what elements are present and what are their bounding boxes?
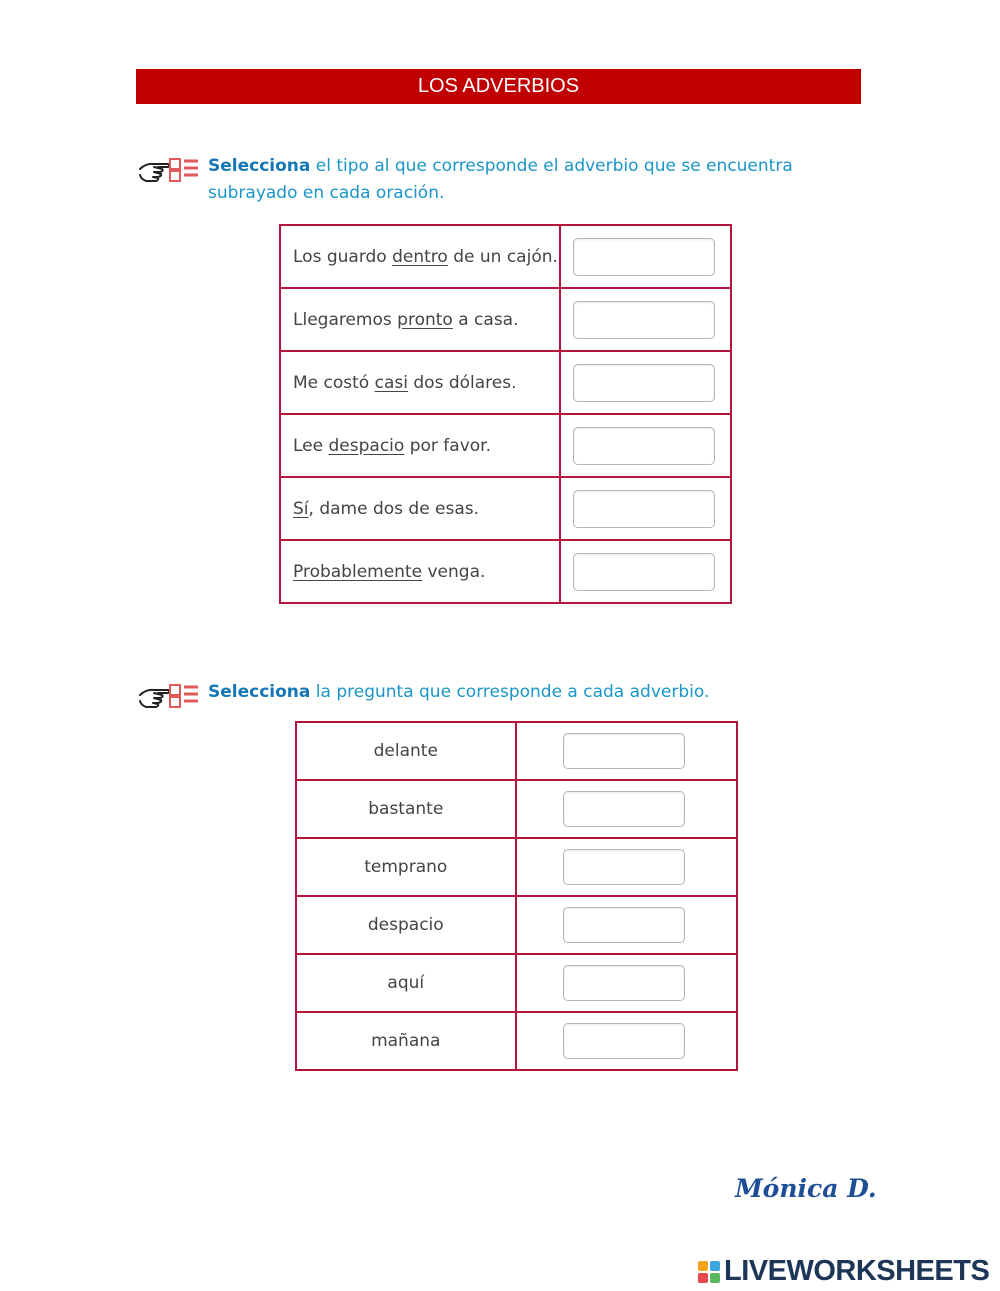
worksheet-title: LOS ADVERBIOS <box>136 69 861 104</box>
sentence-after: por favor. <box>404 435 491 456</box>
pointing-hand-icon <box>138 155 200 183</box>
underlined-adverb: Sí <box>293 498 309 519</box>
answer-cell <box>516 896 737 954</box>
adverb-word: bastante <box>296 780 516 838</box>
adverb-row <box>296 954 737 1012</box>
instruction-1-rest: el tipo al que corresponde el adverbio que se encuentra subrayado en cada oración. <box>208 156 793 203</box>
instruction-2-text <box>208 679 709 706</box>
answer-cell <box>560 414 731 477</box>
answer-cell <box>560 477 731 540</box>
sentence-cell <box>280 540 560 603</box>
adverb-type-dropdown[interactable] <box>573 238 715 276</box>
answer-cell <box>516 780 737 838</box>
underlined-adverb: casi <box>374 372 408 393</box>
question-dropdown[interactable] <box>563 1023 685 1059</box>
brand-name: LIVEWORKSHEETS <box>724 1255 990 1287</box>
answer-cell <box>560 540 731 603</box>
answer-cell <box>516 838 737 896</box>
sentence-row <box>280 288 731 351</box>
adverb-word: aquí <box>296 954 516 1012</box>
adverb-row <box>296 896 737 954</box>
adverb-type-dropdown[interactable] <box>573 301 715 339</box>
adverb-type-dropdown[interactable] <box>573 553 715 591</box>
sentence-before: Lee <box>293 435 329 456</box>
question-dropdown[interactable] <box>563 907 685 943</box>
adverb-row <box>296 722 737 780</box>
sentence-after: venga. <box>422 561 486 582</box>
adverb-type-dropdown[interactable] <box>573 364 715 402</box>
instruction-2 <box>138 679 709 709</box>
sentence-cell <box>280 414 560 477</box>
sentence-after: , dame dos de esas. <box>308 498 480 519</box>
sentence-row <box>280 477 731 540</box>
answer-cell <box>516 722 737 780</box>
adverb-word: delante <box>296 722 516 780</box>
adverb-type-dropdown[interactable] <box>573 490 715 528</box>
sentence-before: Llegaremos <box>293 309 398 330</box>
underlined-adverb: pronto <box>397 309 453 330</box>
adverb-type-dropdown[interactable] <box>573 427 715 465</box>
sentence-before: Me costó <box>293 372 375 393</box>
adverb-row <box>296 1012 737 1070</box>
instruction-1-keyword: Selecciona <box>208 156 311 176</box>
sentence-after: de un cajón. <box>447 246 558 267</box>
question-dropdown[interactable] <box>563 849 685 885</box>
adverb-word: temprano <box>296 838 516 896</box>
liveworksheets-brand <box>698 1255 989 1288</box>
sentence-row <box>280 540 731 603</box>
sentence-row <box>280 351 731 414</box>
author-signature: Mónica D. <box>735 1174 877 1203</box>
sentence-cell <box>280 225 560 288</box>
sentence-row <box>280 414 731 477</box>
answer-cell <box>560 288 731 351</box>
answer-cell <box>516 954 737 1012</box>
instruction-2-rest: la pregunta que corresponde a cada adverbio. <box>310 682 710 702</box>
sentence-cell <box>280 477 560 540</box>
sentence-after: dos dólares. <box>407 372 517 393</box>
adverb-word: mañana <box>296 1012 516 1070</box>
sentence-row <box>280 225 731 288</box>
instruction-1-text <box>208 153 863 207</box>
underlined-adverb: despacio <box>328 435 405 456</box>
answer-cell <box>560 351 731 414</box>
adverb-type-table <box>279 224 732 604</box>
pointing-hand-icon <box>138 681 200 709</box>
adverb-row <box>296 780 737 838</box>
sentence-after: a casa. <box>452 309 519 330</box>
sentence-cell <box>280 351 560 414</box>
question-dropdown[interactable] <box>563 791 685 827</box>
underlined-adverb: dentro <box>392 246 448 267</box>
sentence-cell <box>280 288 560 351</box>
instruction-2-keyword: Selecciona <box>208 682 311 702</box>
adverb-question-table <box>295 721 738 1071</box>
underlined-adverb: Probablemente <box>293 561 423 582</box>
question-dropdown[interactable] <box>563 965 685 1001</box>
question-dropdown[interactable] <box>563 733 685 769</box>
liveworksheets-logo-icon <box>698 1261 720 1283</box>
adverb-row <box>296 838 737 896</box>
answer-cell <box>516 1012 737 1070</box>
adverb-word: despacio <box>296 896 516 954</box>
instruction-1 <box>138 153 863 207</box>
answer-cell <box>560 225 731 288</box>
sentence-before: Los guardo <box>293 246 393 267</box>
